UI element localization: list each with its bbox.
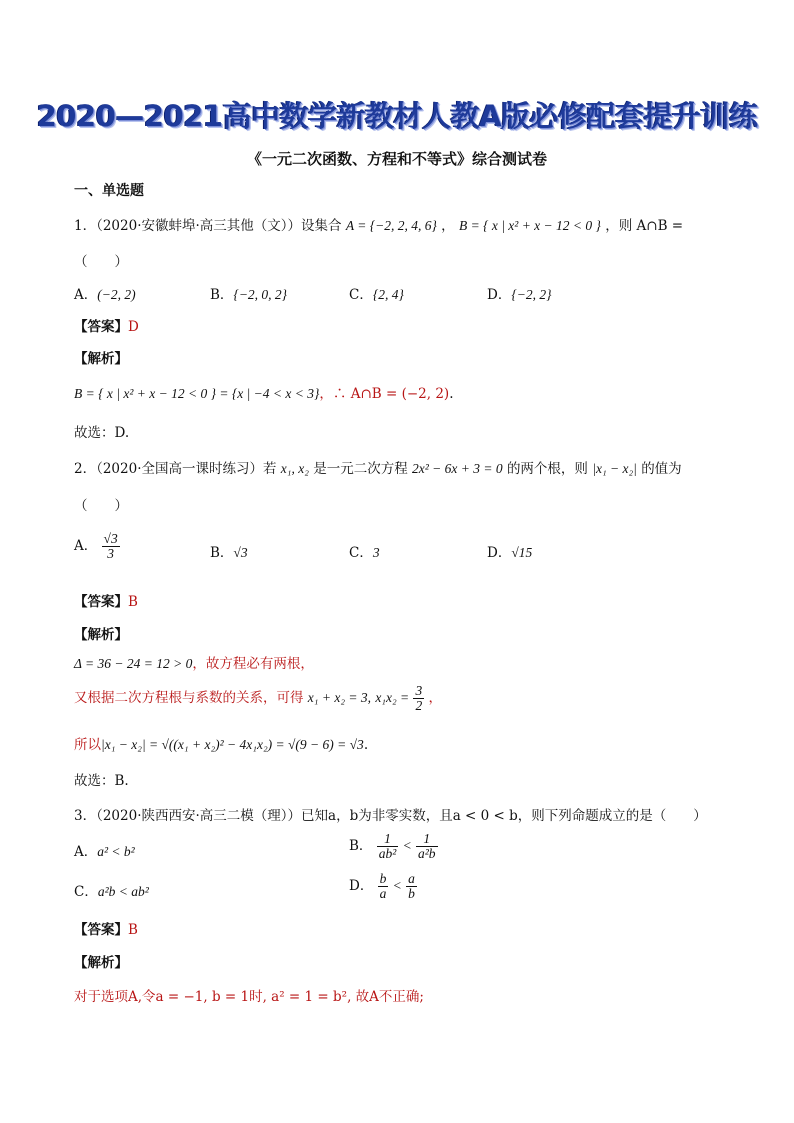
q3-option-a: A．a² < b²: [74, 844, 135, 860]
q2-paren: （ ）: [74, 498, 128, 514]
q3-analysis-label: 【解析】: [74, 955, 128, 971]
q2-analysis-line3: 所以|x₁ − x₂| = √((x₁ + x₂)² − 4x₁x₂) = √(9 − 6) = √3.: [74, 737, 369, 753]
q2-option-a: A． $\frac{√3}{3}$: [74, 531, 118, 562]
q3-option-d: D． $\frac{b}{a}$ < $\frac{a}{b}$: [349, 871, 415, 902]
q3-analysis-line: 对于选项A,令a = −1, b = 1时, a² = 1 = b², 故A不正确;: [74, 989, 424, 1005]
q2-analysis-line1: Δ = 36 − 24 = 12 > 0，故方程必有两根，: [74, 656, 314, 672]
q1-option-d: D．{−2, 2}: [487, 287, 552, 303]
document-banner: 2020—2021高中数学新教材人教A版必修配套提升训练: [36, 99, 758, 133]
q2-analysis-label: 【解析】: [74, 627, 128, 643]
q2-option-d: D．√15: [487, 545, 533, 561]
q2-stem: 2．（2020·全国高一课时练习）若 x₁, x₂ 是一元二次方程 2x² − 6x + 3 = 0 的两个根，则 |x₁ − x₂| 的值为: [74, 461, 682, 477]
q2-analysis-line2: 又根据二次方程根与系数的关系，可得 x₁ + x₂ = 3, x₁x₂ = $\frac{3}{2}$ ，: [74, 683, 443, 714]
q2-option-c: C．3: [349, 545, 380, 561]
q1-answer: 【答案】D: [74, 319, 139, 335]
q1-analysis-label: 【解析】: [74, 351, 128, 367]
q2-conclusion: 故选：B.: [74, 773, 129, 789]
section-heading: 一、单选题: [74, 183, 144, 199]
q3-option-c: C．a²b < ab²: [74, 884, 149, 900]
q1-option-b: B．{−2, 0, 2}: [210, 287, 288, 303]
q1-set-a: A = {−2, 2, 4, 6}: [345, 218, 437, 233]
q3-stem: 3．（2020·陕西西安·高三二模（理））已知a，b为非零实数，且a < 0 < b，则下列命题成立的是（ ）: [74, 808, 707, 824]
q1-option-a: A．(−2, 2): [74, 287, 136, 303]
q2-option-b: B．√3: [210, 545, 248, 561]
q1-conclusion: 故选：D.: [74, 425, 130, 441]
document-subtitle: 《一元二次函数、方程和不等式》综合测试卷: [246, 150, 547, 168]
q3-answer: 【答案】B: [74, 922, 138, 938]
q1-option-c: C．{2, 4}: [349, 287, 404, 303]
q1-analysis-line: B = { x | x² + x − 12 < 0 } = {x | −4 < x < 3}，∴ A∩B = (−2, 2).: [74, 386, 454, 402]
q1-paren: （ ）: [74, 254, 128, 270]
q1-stem: 1．（2020·安徽蚌埠·高三其他（文））设集合 A = {−2, 2, 4, 6} ， B = { x | x² + x − 12 < 0 } ，则 A∩B =: [74, 218, 684, 234]
q3-option-b: B． $\frac{1}{\text{ab²}}$ < $\frac{1}{\text{a²b}}$: [349, 831, 436, 862]
q1-set-b: B = { x | x² + x − 12 < 0 }: [458, 218, 601, 233]
q2-answer: 【答案】B: [74, 594, 138, 610]
q1-tail: ，则 A∩B =: [605, 218, 684, 234]
